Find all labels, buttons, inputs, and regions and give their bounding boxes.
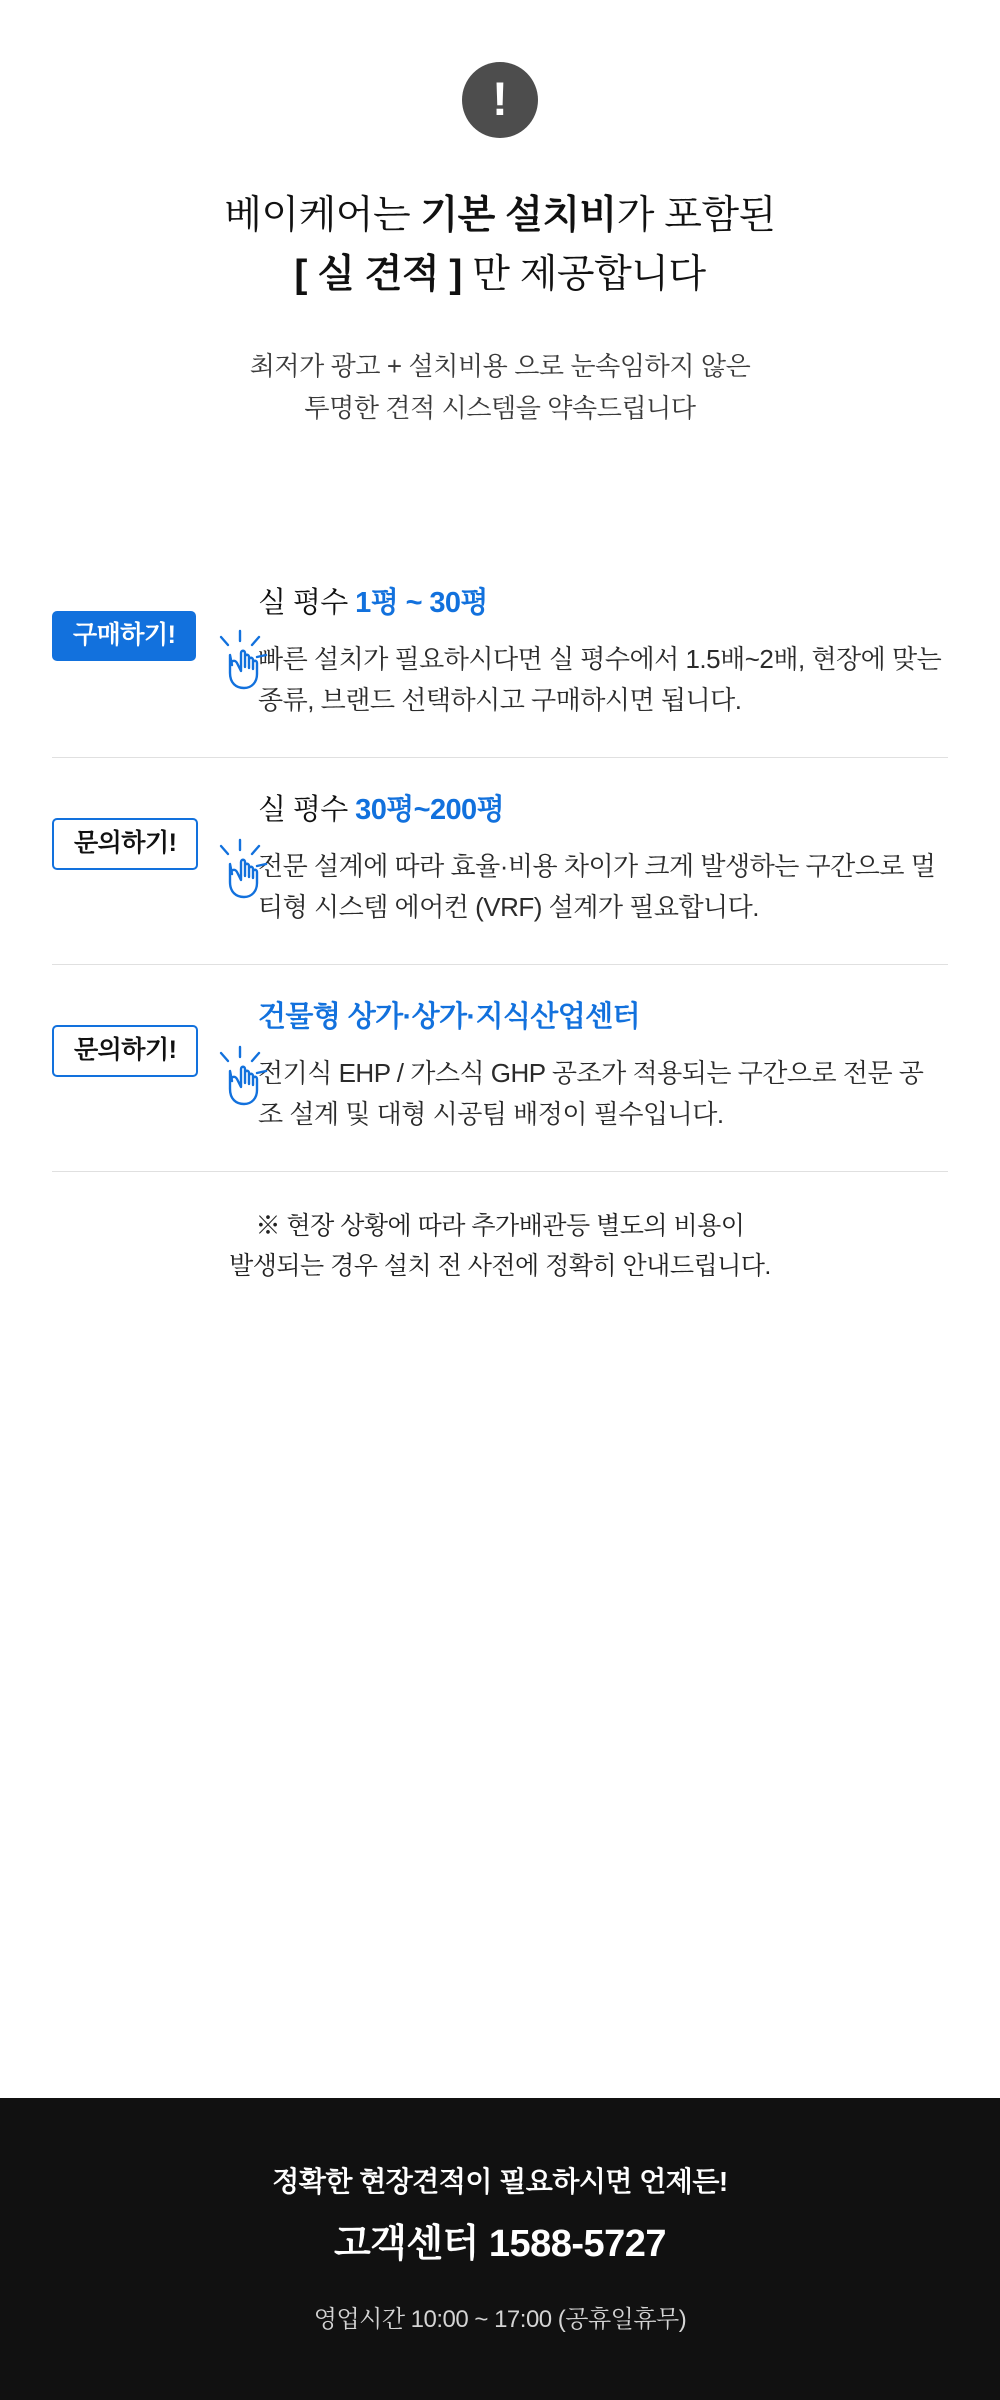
- tier-text: [252, 585, 948, 721]
- exclamation-circle-icon: [462, 62, 538, 138]
- cta-column: [52, 792, 252, 870]
- hero-section: [0, 0, 1000, 429]
- inquiry-button[interactable]: 문의하기!: [52, 1025, 198, 1077]
- note-line-1: ※ 현장 상황에 따라 추가배관등 별도의 비용이: [255, 1211, 745, 1240]
- tier-title: [258, 999, 944, 1037]
- headline-emphasis-1: 기본 설치비: [420, 194, 617, 237]
- headline-part-3: 만 제공합니다: [461, 252, 706, 296]
- inquiry-button[interactable]: 문의하기!: [52, 818, 198, 870]
- note-line-2: 발생되는 경우 설치 전 사전에 정확히 안내드립니다.: [229, 1252, 771, 1281]
- customer-center-phone[interactable]: 고객센터 1588-5727: [333, 2222, 667, 2265]
- tier-title-plain: 실 평수: [258, 587, 356, 620]
- tier-text: [252, 999, 948, 1135]
- footer-contact-bar: [0, 2098, 1000, 2400]
- divider: [52, 1171, 948, 1172]
- tier-title: [258, 585, 944, 623]
- purchase-button[interactable]: 구매하기!: [52, 611, 196, 661]
- tier-body: 전문 설계에 따라 효율·비용 차이가 크게 발생하는 구간으로 멀티형 시스템 에어컨 (VRF) 설계가 필요합니다.: [258, 850, 936, 922]
- headline-part-2: 가 포함된: [616, 194, 776, 237]
- tier-title-accent: 30평~200평: [355, 794, 504, 827]
- headline-emphasis-2: [ 실 견적 ]: [294, 252, 462, 296]
- cta-column: [52, 999, 252, 1077]
- tier-body: 전기식 EHP / 가스식 GHP 공조가 적용되는 구간으로 전문 공조 설계 및 대형 시공팀 배정이 필수입니다.: [258, 1057, 924, 1129]
- business-hours: 영업시간 10:00 ~ 17:00 (공휴일휴무): [313, 2306, 687, 2333]
- tier-title-accent: 건물형 상가·상가·지식산업센터: [258, 1001, 640, 1033]
- headline-line-2: [0, 247, 1000, 304]
- list-item: [52, 964, 948, 1171]
- list-item: [52, 757, 948, 964]
- exclamation-glyph: !: [492, 72, 508, 125]
- tier-title-plain: 실 평수: [258, 794, 356, 827]
- tier-text: [252, 792, 948, 928]
- tier-title-accent: 1평 ~ 30평: [355, 587, 488, 620]
- tier-list: [0, 551, 1000, 1287]
- subcopy-line-1: 최저가 광고 + 설치비용 으로 눈속임하지 않은: [249, 351, 751, 382]
- tier-title: [258, 792, 944, 830]
- hero-subcopy: [0, 345, 1000, 429]
- disclaimer-note: [52, 1206, 948, 1287]
- footer-headline: 정확한 현장견적이 필요하시면 언제든!: [272, 2166, 728, 2198]
- list-item: [52, 551, 948, 757]
- tier-body: 빠른 설치가 필요하시다면 실 평수에서 1.5배~2배, 현장에 맞는 종류, 브랜드 선택하시고 구매하시면 됩니다.: [258, 644, 942, 716]
- page-title: [0, 188, 1000, 303]
- subcopy-line-2: 투명한 견적 시스템을 약속드립니다: [304, 393, 696, 424]
- headline-part-1: 베이케어는: [224, 194, 421, 237]
- cta-column: [52, 585, 252, 661]
